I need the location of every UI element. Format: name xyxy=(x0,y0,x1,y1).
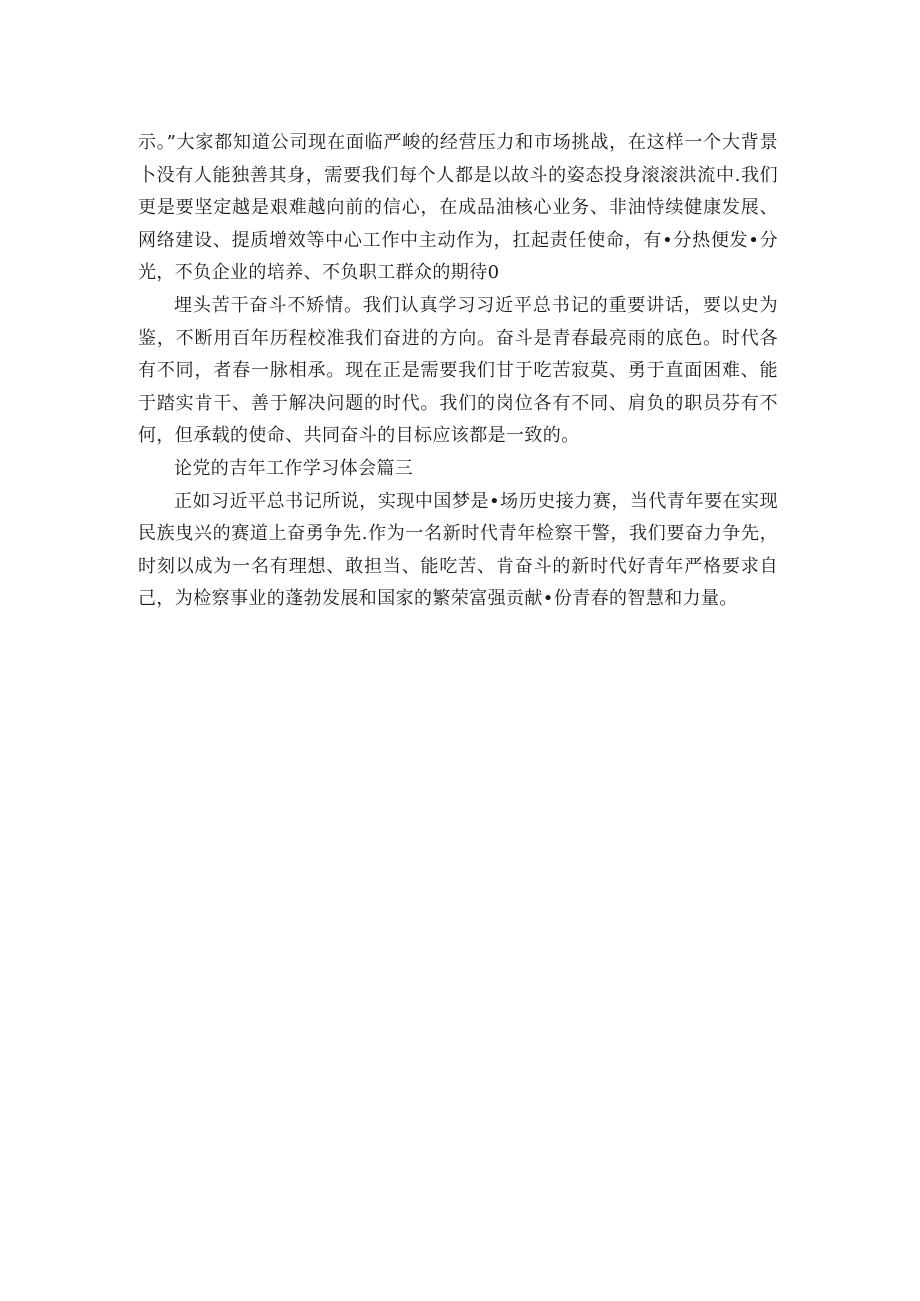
paragraph-continuation: 示。”大家都知道公司现在面临严峻的经营压力和市场挑战，在这样一个大背景卜没有人能独善其身，需要我们每个人都是以故斗的姿态投身滚滚洪流中.我们更是要坚定越是艰难越向前的信心，在成品油核心业务、非油恃续健康发展、网络建设、提质增效等中心工作中主动作为，扛起责任使命，有•分热便发•分光，不负企业的培养、不负职工群众的期待0 xyxy=(138,132,778,284)
paragraph-chinese-dream: 正如习近平总书记所说，实现中国梦是•场历史接力赛，当代青年要在实现民族曳兴的赛道上奋勇争先.作为一名新时代青年检察干警，我们要奋力争先，时刻以成为一名有理想、敢担当、能吃苦、肯奋斗的新时代好青年严格要求自己，为检察事业的蓬勃发展和国家的繁荣富强贡献•份青春的智慧和力量。 xyxy=(138,490,778,610)
section-heading: 论党的吉年工作学习体会篇三 xyxy=(174,457,414,479)
document-body xyxy=(138,127,778,616)
paragraph-hard-work: 埋头苦干奋斗不矫情。我们认真学习习近平总书记的重要讲话，要以史为鉴，不断用百年历程校准我们奋进的方向。奋斗是青春最亮雨的底色。时代各有不同，者春一脉相承。现在正是需要我们甘于吃苦寂莫、勇于直面困难、能于踏实肯干、善于解决问题的时代。我们的岗位各有不同、肩负的职员芬有不何，但承载的使命、共同奋斗的目标应该都是一致的。 xyxy=(138,294,778,447)
